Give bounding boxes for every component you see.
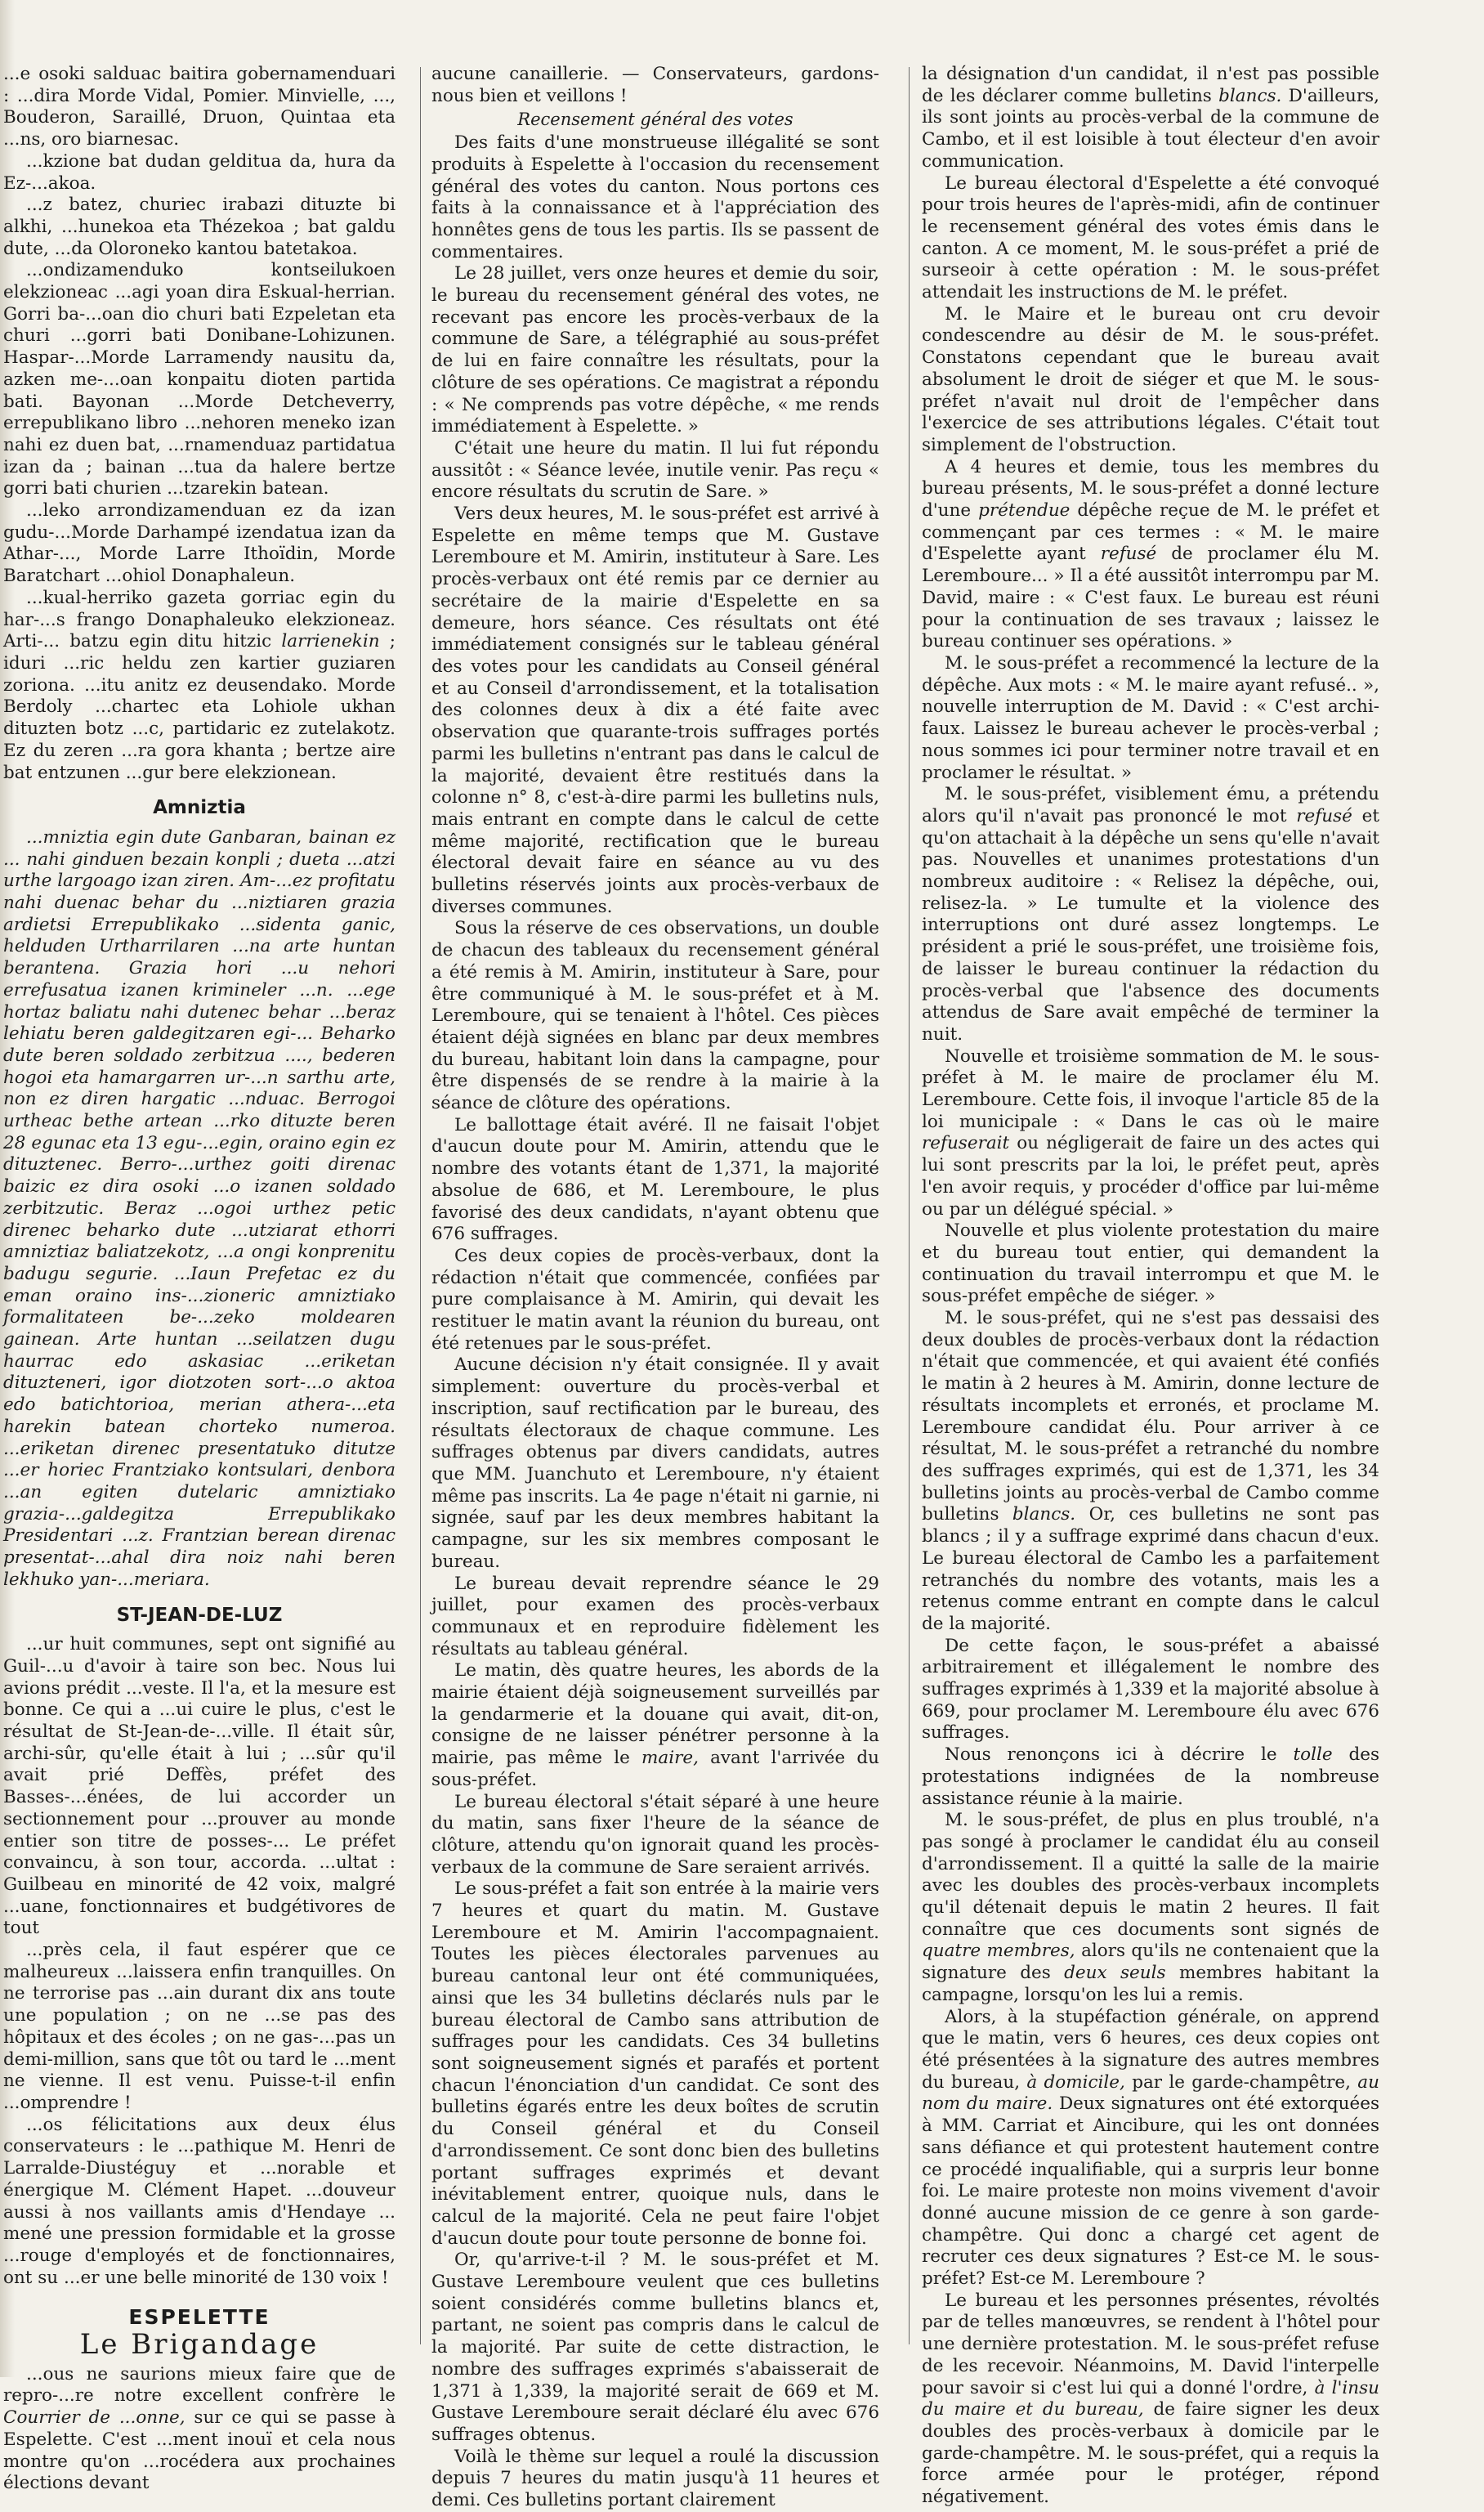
paragraph bbox=[922, 64, 1379, 173]
text-run: D'ailleurs, ils sont joints au procès-verbal de la commune de Cambo, et il est loisible à tout électeur d'en avoir communication. bbox=[922, 85, 1379, 172]
text-run: M. le sous-préfet, visiblement ému, a prétendu alors qu'il n'avait pas prononcé le mot bbox=[922, 784, 1379, 826]
emphasis: larrienekin bbox=[281, 631, 380, 652]
text-run: ou négligerait de faire un des actes qui lui sont prescrits par la loi, le préfet peut, après l'en avoir requis, y procéder d'office par lui-même ou par un délégué spécial. » bbox=[922, 1133, 1379, 1220]
paragraph: Aucune décision n'y était consignée. Il y avait simplement: ouverture du procès-verbal et inscription, sauf rectification par le bureau, des résultats électoraux de chaque commune. Les suffrages obtenus par divers candidats, autres que MM. Juanchuto et Leremboure, n'y étaient même pas inscrits. La 4e page n'était ni garnie, ni signée, sauf par les deux membres habitant la campagne, sur les six membres composant le bureau. bbox=[431, 1355, 879, 1572]
paragraph: Le bureau électoral d'Espelette a été convoqué pour trois heures de l'après-midi, afin de continuer le recensement général des votes émis dans le canton. A ce moment, M. le sous-préfet a prié de surseoir à cette opération : M. le sous-préfet attendait les instructions de M. le préfet. bbox=[922, 172, 1379, 303]
paragraph bbox=[922, 784, 1379, 1046]
text-run: M. le sous-préfet, de plus en plus troublé, n'a pas songé à proclamer le candidat élu au conseil d'arrondissement. Il a quitté la salle de la mairie avec les doubles des procès-verbaux incomplets qu'il détenait depuis le matin 2 heures. Il fait connaître que ces documents sont signés de bbox=[922, 1810, 1379, 1940]
paragraph bbox=[922, 2290, 1379, 2509]
column-left bbox=[3, 64, 396, 2494]
paragraph: ...leko arrondizamenduan ez da izan gudu-...Morde Darhampé izendatua izan da Athar-..., Morde Larre Ithoïdin, Morde Baratchart ...ohiol Donaphaleun. bbox=[3, 500, 396, 587]
paragraph bbox=[922, 1046, 1379, 1221]
text-run: Le bureau et les personnes présentes, révoltés par de telles manœuvres, se rendent à l'hôtel pour une dernière protestation. M. le sous-préfet refuse de les recevoir. Néanmoins, M. David l'interpelle pour savoir si c'est lui qui a donné l'ordre, bbox=[922, 2290, 1379, 2398]
paragraph: Ces deux copies de procès-verbaux, dont la rédaction n'était que commencée, confiées par pure complaisance à M. Amirin, qui devait les restituer le matin avant la réunion du bureau, ont été retenues par le sous-préfet. bbox=[431, 1245, 879, 1354]
paragraph: Le bureau devait reprendre séance le 29 juillet, pour examen des procès-verbaux communaux et en reproduire fidèlement les résultats au tableau général. bbox=[431, 1573, 879, 1659]
text-run: M. le sous-préfet, qui ne s'est pas dessaisi des deux doubles de procès-verbaux dont la rédaction n'était que commencée, et qui avaient été confiés le matin à 2 heures à M. Amirin, donne lecture de résultats incomplets et erronés, et proclame M. Leremboure candidat élu. Pour arriver à ce résultat, M. le sous-préfet a retranché du nombre des suffrages exprimés, qui est de 1,371, les 34 bulletins joints au procès-verbal de Cambo comme bulletins bbox=[922, 1308, 1379, 1525]
paragraph: ...mniztia egin dute Ganbaran, bainan ez ... nahi ginduen bezain konpli ; dueta ...atzi urthe largoago izan ziren. Am-...ez profitatu nahi duenac behar du ...niztiaren grazia ardietsi Errepublikako ...sidenta ganic, helduden Urtharrilaren ...na arte huntan berantena. Grazia hori ...u nehori errefusatua izanen krimineler ...n. ...ege hortaz baliatu nahi dutenec behar ...beraz lehiatu beren galdegitzaren egi-... Beharko dute beren soldado zerbitzua ...., bederen hogoi eta hamargarren ur-...n sarthu arte, non ez diren hargatic ...nduac. Berrogoi urtheac bethe artean ...rko dituzte beren 28 egunac eta 13 egu-...egin, oraino egin ez dituztenec. Berro-...urthez goiti direnac baizic ez dira osoki ...o izanen soldado zerbitzutic. Beraz ...ogoi urthez petic direnec beharko dute ...utziarat ethorri amniztiaz baliatzekotz, ...a ongi konprenitu badugu segurie. ...Iaun Prefetac ez du eman oraino ins-...zioneric amniztiako formalitateen be-...zeko moldearen gainean. Arte huntan ...seilatzen dugu haurrac edo askasiac ...eriketan dituzteneri, igor diotzoten sort-...o aktoa edo batichtorioa, merian athera-...eta harekin batean chorteko numeroa. ...eriketan direnec presentatuko ditutze ...er horiec Frantziako kontsulari, denbora ...an egiten dutelaric amniztiako grazia-...galdegitza Errepublikako Presidentari ...z. Frantzian berean direnac presentat-...ahal dira noiz nahi beren lekhuko yan-...meriara. bbox=[3, 826, 396, 1590]
emphasis: refusé bbox=[1100, 544, 1157, 565]
text-run: alors qu'ils ne contenaient que la signature des bbox=[922, 1941, 1379, 1984]
text-run: ...ous ne saurions mieux faire que de repro-...re notre excellent confrère le bbox=[3, 2363, 396, 2407]
paragraph bbox=[922, 1308, 1379, 1636]
emphasis: au nom du maire. bbox=[922, 2071, 1379, 2115]
paragraph: C'était une heure du matin. Il lui fut répondu aussitôt : « Séance levée, inutile venir. Pas reçu « encore résultats du scrutin de Sare. » bbox=[431, 437, 879, 503]
text-run: de proclamer élu M. Leremboure... » Il a été aussitôt interrompu par M. David, maire : « C'est faux. Le bureau est réuni pour la continuation de ses travaux ; laissez le bureau continuer ses opérations. » bbox=[922, 544, 1379, 652]
paragraph: ...os félicitations aux deux élus conservateurs : le ...pathique M. Henri de Larralde-Diustéguy et ...norable et énergique M. Clément Hapet. ...douveur aussi à nos vaillants amis d'Hendaye ... mené une pression formidable et la grosse ...rouge d'employés et de fonctionnaires, ont su ...er une belle minorité de 130 voix ! bbox=[3, 2114, 396, 2288]
paragraph bbox=[3, 588, 396, 784]
emphasis: refuserait bbox=[922, 1133, 1010, 1154]
section-heading-espelette: ESPELETTE bbox=[128, 2305, 270, 2330]
paragraph: De cette façon, le sous-préfet a abaissé arbitrairement et illégalement le nombre des suffrages exprimés à 1,339 et la majorité absolue à 669, pour proclamer M. Leremboure élu avec 676 suffrages. bbox=[922, 1635, 1379, 1744]
paragraph: Des faits d'une monstrueuse illégalité se sont produits à Espelette à l'occasion du recensement général des votes du canton. Nous portons ces faits à la connaissance et à l'appréciation des honnêtes gens de tous les partis. Ils se passent de commentaires. bbox=[431, 132, 879, 262]
column-right bbox=[922, 64, 1380, 2508]
emphasis: blancs. bbox=[1012, 1504, 1076, 1525]
text-run: dépêche reçue de M. le préfet et commençant par ces termes : « M. le maire d'Espelette ayant bbox=[922, 500, 1379, 565]
paragraph: ...près cela, il faut espérer que ce malheureux ...laissera enfin tranquilles. On ne terrorise pas ...ain durant dix ans toute une population ; on ne ...se pas des hôpitaux et des écoles ; on ne gas-...pas un demi-million, sans que tôt ou tard le ...ment ne vienne. Il est venu. Puisse-t-il enfin ...omprendre ! bbox=[3, 1940, 396, 2113]
paragraph: ...e osoki salduac baitira gobernamenduari : ...dira Morde Vidal, Pomier. Minvielle, ..., Bouderon, Saraillé, Druon, Quintaa eta ...ns, oro biarnesac. bbox=[3, 64, 396, 150]
paragraph: M. le Maire et le bureau ont cru devoir condescendre au désir de M. le sous-préfet. Constatons cependant que le bureau avait absolument le droit de siéger et que M. le sous-préfet n'avait nul droit de l'empêcher dans l'exercice de ses attributions légales. C'était tout simplement de l'obstruction. bbox=[922, 303, 1379, 455]
emphasis: à domicile, bbox=[1026, 2071, 1125, 2093]
text-run: Deux signatures ont été extorquées à MM. Carriat et Aincibure, qui les ont données sans défiance et qui protestent hautement contre ce procédé inqualifiable, qui a surpris leur bonne foi. Le maire proteste non moins vivement d'avoir donné aucune mission de ce genre à son garde-champêtre. Qui donc a chargé cet agent de recruter ces deux signatures ? Est-ce M. le sous-préfet? Est-ce M. Leremboure ? bbox=[922, 2093, 1380, 2290]
text-run: ; iduri ...ric heldu zen kartier guziaren zoriona. ...itu anitz ez deusendako. Morde Berdoly ...chartec eta Lohiole ukhan dituzten botz ...c, partidaric ez zutelakotz. Ez du zeren ...ra gora khanta ; bertze aire bat entzunen ...gur bere elekzionean. bbox=[3, 631, 396, 783]
article-subheading: Recensement général des votes bbox=[517, 110, 793, 130]
emphasis: deux seuls bbox=[1064, 1963, 1166, 1984]
text-run: ...kual-herriko gazeta gorriac egin du har-...s frango Donaphaleuko elekzioneaz. Arti-... batzu egin ditu hitzic bbox=[3, 587, 396, 652]
paragraph: Nouvelle et plus violente protestation du maire et du bureau tout entier, qui demandent la continuation du travail interrompu et que M. le sous-préfet empêche de siéger. » bbox=[922, 1220, 1379, 1307]
paragraph: M. le sous-préfet a recommencé la lecture de la dépêche. Aux mots : « M. le maire ayant refusé.. », nouvelle interruption de M. David : « C'est archi-faux. Laissez le bureau achever le procès-verbal ; nous sommes ici pour terminer notre travail et en proclamer le résultat. » bbox=[922, 652, 1379, 783]
text-run: membres habitant la campagne, lorsqu'on les lui a remis. bbox=[922, 1963, 1379, 2005]
text-run: par le garde-champêtre, bbox=[1132, 2071, 1351, 2093]
text-run: Nouvelle et troisième sommation de M. le sous-préfet à M. le maire de proclamer élu M. Leremboure. Cette fois, il invoque l'article 85 de la loi municipale : « Dans le cas où le maire bbox=[922, 1046, 1379, 1132]
emphasis: prétendue bbox=[978, 500, 1071, 522]
paragraph bbox=[922, 1810, 1379, 2006]
emphasis: blancs. bbox=[1218, 85, 1282, 106]
section-subheading-brigandage: Le Brigandage bbox=[79, 2328, 320, 2362]
emphasis: refusé bbox=[1296, 805, 1352, 826]
emphasis: maire, bbox=[641, 1748, 699, 1769]
paragraph: Voilà le thème sur lequel a roulé la discussion depuis 7 heures du matin jusqu'à 11 heures et demi. Ces bulletins portant clairement bbox=[431, 2446, 879, 2511]
paragraph: ...ondizamenduko kontseilukoen elekzioneac ...agi yoan dira Eskual-herrian. Gorri ba-...oan dio churi bati Ezpeletan eta churi ...gorri bati Donibane-Lohizunen. Haspar-...Morde Larramendy nausitu da, azken me-...oan konpaitu dioten partida bati. Bayonan ...Morde Detcheverry, errepublikano libro ...nehoren meneko izan nahi ez duen bat, ...rnamenduaz partidatua izan da ; bainan ...tua da halere bertze gorri bati churien ...tzarekin batean. bbox=[3, 260, 396, 499]
text-run: Alors, à la stupéfaction générale, on apprend que le matin, vers 6 heures, ces deux copies ont été présentées à la signature des autres membres du bureau, bbox=[922, 2006, 1379, 2093]
column-divider bbox=[909, 67, 910, 2344]
paragraph: Le sous-préfet a fait son entrée à la mairie vers 7 heures et quart du matin. M. Gustave Leremboure et M. Amirin l'accompagnaient. Toutes les pièces électorales parvenues au bureau cantonal leur ont été communiquées, ainsi que les 34 bulletins déclarés nuls par le bureau électoral de Cambo sans attribution de suffrages pour les candidats. Ces 34 bulletins sont soigneusement signés et parafés et portent chacun l'énonciation d'un candidat. Ce sont des bulletins égarés entre les deux boîtes de scrutin du Conseil général et du Conseil d'arrondissement. Ce sont donc bien des bulletins portant suffrages exprimés et devant inévitablement entrer, quoique nuls, dans le calcul de la majorité. Cela ne peut faire l'objet d'aucun doute pour toute personne de bonne foi. bbox=[431, 1878, 879, 2249]
text-run: et qu'on attachait à la dépêche un sens qu'elle n'avait pas. Nouvelles et unanimes protestations d'un nombreux auditoire : « Relisez la dépêche, oui, relisez-la. » Le tumulte et la violence des interruptions ont duré assez longtemps. Le président a prié le sous-préfet, une troisième fois, de laisser le bureau continuer la rédaction du procès-verbal que l'absence des documents attendus de Sare avait empêché de terminer la nuit. bbox=[922, 805, 1379, 1045]
emphasis: Courrier de ...onne, bbox=[3, 2407, 186, 2429]
section-heading-amniztia: Amniztia bbox=[153, 797, 246, 819]
paragraph: Or, qu'arrive-t-il ? M. le sous-préfet et M. Gustave Leremboure veulent que ces bulletins soient considérés comme bulletins blancs et, partant, ne soient pas compris dans le calcul de la majorité. Par suite de cette distraction, le nombre des suffrages exprimés s'abaisserait de 1,371 à 1,339, la majorité serait de 669 et M. Gustave Leremboure serait déclaré élu avec 676 suffrages obtenus. bbox=[431, 2250, 879, 2445]
paragraph: ...ur huit communes, sept ont signifié au Guil-...u d'avoir à taire son bec. Nous lui avions prédit ...veste. Il l'a, et la mesure est bonne. Ce qui a ...ui cuire le plus, c'est le résultat de St-Jean-de-...ville. Il était sûr, archi-sûr, qu'elle était à lui ; ...sûr qu'il avait prié Deffès, préfet des Basses-...énées, de lui accorder un sectionnement pour ...prouver au monde entier son titre de posses-... Le préfet convaincu, à son tour, accorda. ...ultat : Guilbeau en minorité de 42 voix, malgré ...uane, fonctionnaires et budgétivores de tout bbox=[3, 1634, 396, 1939]
text-run: A 4 heures et demie, tous les membres du bureau présents, M. le sous-préfet a donné lecture d'une bbox=[922, 456, 1379, 522]
column-divider bbox=[420, 67, 421, 2344]
paragraph bbox=[3, 2364, 396, 2495]
paragraph: Le 28 juillet, vers onze heures et demie du soir, le bureau du recensement général des votes, ne recevant pas encore les procès-verbaux de la commune de Sare, a télégraphié au sous-préfet de lui en faire connaître les résultats, pour la clôture de ses opérations. Ce magistrat a répondu : « Ne comprends pas votre dépêche, « me rends immédiatement à Espelette. » bbox=[431, 263, 879, 437]
text-run: avant l'arrivée du sous-préfet. bbox=[431, 1748, 879, 1790]
text-run: sur ce qui se passe à Espelette. C'est ...ment inouï et cela nous montre qu'on ...rocédera aux prochaines élections devant bbox=[3, 2407, 396, 2494]
paragraph: Le bureau électoral s'était séparé à une heure du matin, sans fixer l'heure de la séance de clôture, attendu qu'on ignorait quand les procès-verbaux de la commune de Sare seraient arrivés. bbox=[431, 1791, 879, 1878]
paragraph bbox=[431, 1660, 879, 1791]
paragraph: aucune canaillerie. — Conservateurs, gardons-nous bien et veillons ! bbox=[431, 64, 879, 106]
paragraph bbox=[922, 1744, 1379, 1810]
column-middle bbox=[431, 64, 879, 2511]
section-heading-st-jean-de-luz: ST-JEAN-DE-LUZ bbox=[116, 1604, 283, 1626]
paragraph: Le ballottage était avéré. Il ne faisait l'objet d'aucun doute pour M. Amirin, attendu que le nombre des votants étant de 1,371, la majorité absolue de 686, et M. Leremboure, le plus favorisé des deux candidats, n'ayant obtenu que 676 suffrages. bbox=[431, 1114, 879, 1245]
emphasis: quatre membres, bbox=[922, 1941, 1075, 1962]
text-run: Le matin, dès quatre heures, les abords de la mairie étaient déjà soigneusement surveillés par la gendarmerie et la douane qui avait, dit-on, consigne de ne laisser pénétrer personne à la mairie, pas même le bbox=[431, 1660, 879, 1769]
paragraph: Vers deux heures, M. le sous-préfet est arrivé à Espelette en même temps que M. Gustave Leremboure et M. Amirin, instituteur à Sare. Les procès-verbaux ont été remis par ce dernier au secrétaire de la mairie d'Espelette en sa demeure, hors séance. Ces résultats ont été immédiatement consignés sur le tableau général des votes pour les candidats au Conseil général et au Conseil d'arrondissement, et la totalisation des colonnes deux à dix a été faite avec observation que quarante-trois suffrages portés parmi les bulletins n'entrant pas dans le calcul de la majorité, devaient être restitués dans la colonne n° 8, c'est-à-dire parmi les bulletins nuls, mais entrant en compte dans le calcul de cette même majorité, rectification que le bureau électoral devait faire en séance au vu des bulletins réservés joints aux procès-verbaux de diverses communes. bbox=[431, 504, 879, 917]
text-run: de faire signer les deux doubles des procès-verbaux à domicile par le garde-champêtre. M. le sous-préfet, qui a requis la force armée pour le protéger, répond négativement. bbox=[922, 2399, 1379, 2508]
paragraph: ...kzione bat dudan gelditua da, hura da Ez-...akoa. bbox=[3, 150, 396, 194]
paragraph: Sous la réserve de ces observations, un double de chacun des tableaux du recensement général a été remis à M. Amirin, instituteur à Sare, pour être communiqué à M. le sous-préfet et à M. Leremboure, qui se tenaient à l'hôtel. Ces pièces étaient déjà signées en blanc par deux membres du bureau, habitant loin dans la campagne, pour être dispensés de se rendre à la mairie à la séance de clôture des opérations. bbox=[431, 918, 879, 1114]
paragraph bbox=[922, 2007, 1379, 2290]
emphasis: tolle bbox=[1293, 1744, 1333, 1766]
paragraph: ...z batez, churiec irabazi dituzte bi alkhi, ...hunekoa eta Thézekoa ; bat galdu dute, ...da Oloroneko kantou batetakoa. bbox=[3, 195, 396, 259]
text-run: la désignation d'un candidat, il n'est pas possible de les déclarer comme bulletins bbox=[922, 64, 1379, 106]
text-run: Or, ces bulletins ne sont pas blancs ; il y a suffrage exprimé dans chacun d'eux. Le bureau électoral de Cambo les a parfaitement retranchés du nombre des votants, mais les a retenus comme entrant en compte dans le calcul de la majorité. bbox=[922, 1504, 1380, 1634]
text-run: des protestations indignées de la nombreuse assistance réunie à la mairie. bbox=[922, 1744, 1379, 1809]
text-run: Nous renonçons ici à décrire le bbox=[945, 1744, 1277, 1766]
emphasis: à l'insu du maire et du bureau, bbox=[922, 2377, 1379, 2420]
paragraph bbox=[922, 457, 1379, 653]
